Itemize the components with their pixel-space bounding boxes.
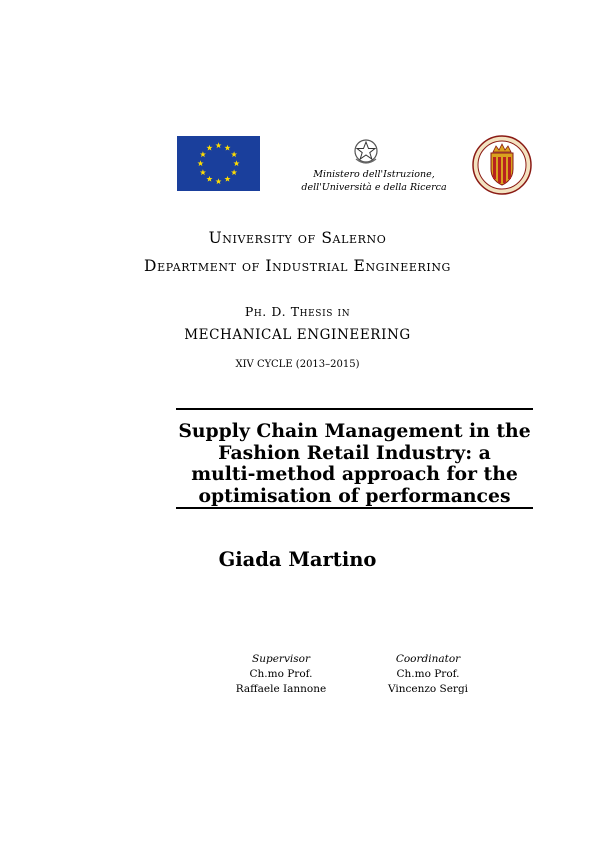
coordinator-role: Coordinator bbox=[395, 653, 461, 665]
eu-flag-logo bbox=[177, 136, 260, 191]
title-bottom-rule bbox=[176, 507, 533, 509]
supervisor-name: Raffaele Iannone bbox=[235, 683, 327, 695]
cycle-label: XIV CYCLE (2013–2015) bbox=[235, 359, 360, 370]
ministry-logo bbox=[295, 137, 453, 194]
title-top-rule bbox=[176, 408, 533, 410]
thesis-title-line-2: Fashion Retail Industry: a bbox=[218, 441, 491, 464]
coordinator-name: Vincenzo Sergi bbox=[387, 683, 469, 695]
thesis-title-line-3: multi-method approach for the bbox=[191, 463, 518, 485]
italian-republic-emblem-icon bbox=[353, 137, 379, 165]
supervisor-role: Supervisor bbox=[252, 653, 310, 665]
university-seal-logo bbox=[472, 135, 532, 195]
author-name: Giada Martino bbox=[218, 548, 377, 571]
department-name: Department of Industrial Engineering bbox=[144, 257, 451, 275]
thesis-label: Ph. D. Thesis in bbox=[244, 304, 351, 319]
ministry-text-line-2: dell'Università e della Ricerca bbox=[301, 182, 447, 193]
coordinator-title: Ch.mo Prof. bbox=[396, 668, 460, 680]
field-name: MECHANICAL ENGINEERING bbox=[184, 327, 411, 343]
university-name: University of Salerno bbox=[208, 229, 387, 247]
thesis-title-line-4: optimisation of performances bbox=[198, 484, 511, 507]
supervisor-title: Ch.mo Prof. bbox=[249, 668, 313, 680]
supervisor-block bbox=[206, 652, 356, 697]
coordinator-block bbox=[353, 652, 503, 697]
thesis-title-line-1: Supply Chain Management in the bbox=[178, 420, 531, 442]
thesis-title bbox=[176, 421, 533, 507]
ministry-text-line-1: Ministero dell'Istruzione, bbox=[313, 169, 435, 180]
